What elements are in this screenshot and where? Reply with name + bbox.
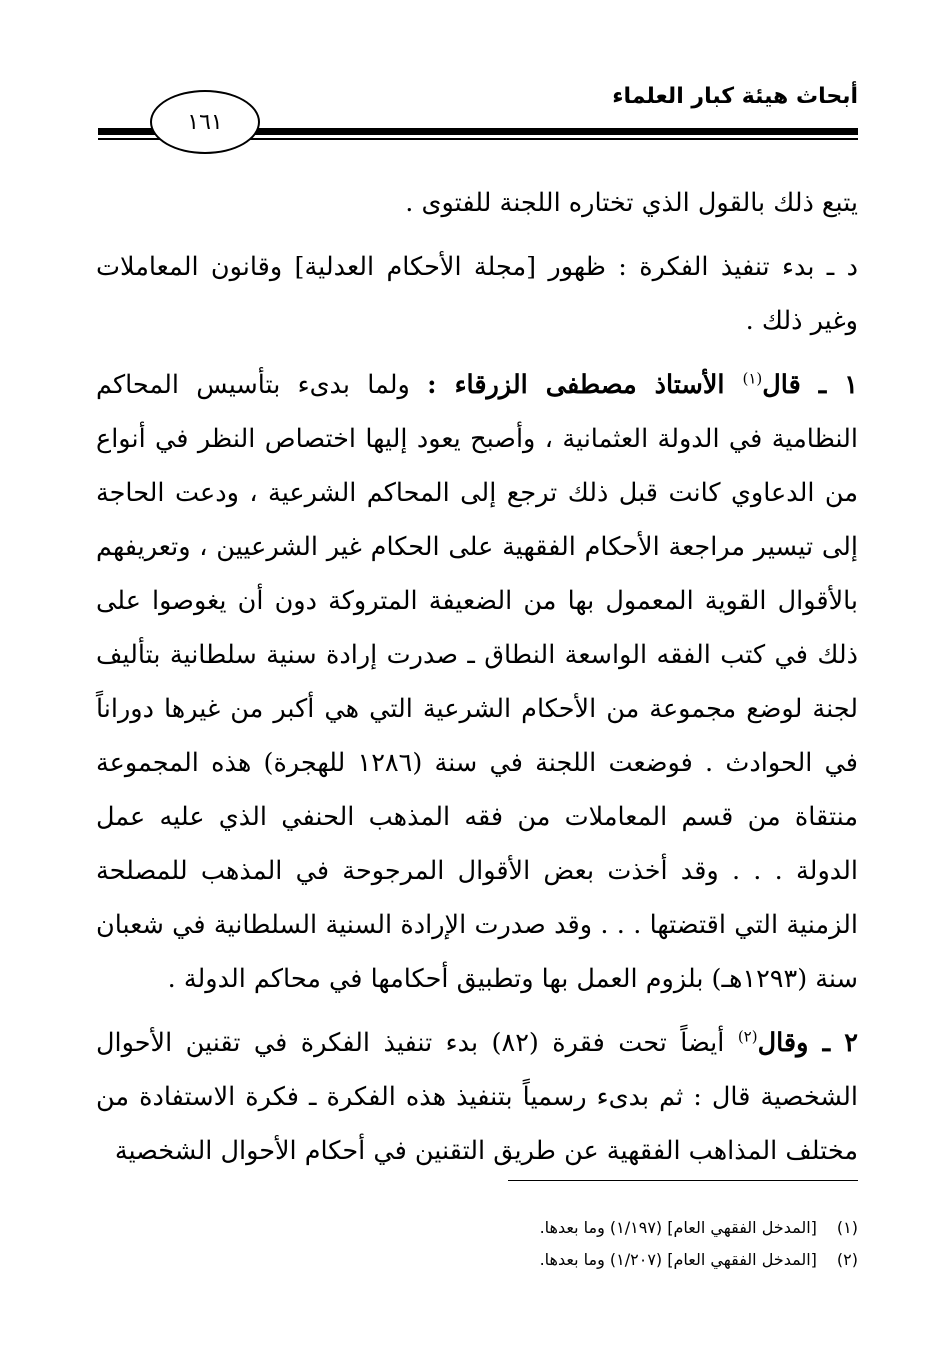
main-text [96,176,858,1178]
footnotes [300,1212,858,1276]
paragraph-continuation: يتبع ذلك بالقول الذي تختاره اللجنة للفتوى . [405,188,858,218]
paragraph-section-d: د ـ بدء تنفيذ الفكرة : ظهور [مجلة الأحكام العدلية] وقانون المعاملات وغير ذلك . [96,252,858,336]
paragraph-quote-2 [96,1016,858,1178]
footnote-ref-1[interactable]: (١) [742,369,763,388]
paragraph-2-lead: ٢ ـ وقال [757,1028,858,1058]
footnote-1-text: [المدخل الفقهي العام] (١/١٩٧) وما بعدها. [539,1218,817,1237]
paragraph-1-lead: ١ ـ قال [762,370,858,400]
footnote-ref-2[interactable]: (٢) [737,1027,758,1046]
page-number: ١٦١ [150,90,260,154]
author-name: الأستاذ مصطفى الزرقاء : [427,370,743,400]
paragraph-quote-1 [96,358,858,1006]
footnote-2 [300,1244,858,1276]
paragraph-2-text: أيضاً تحت فقرة (٨٢) بدء تنفيذ الفكرة في تقنين الأحوال الشخصية قال : ثم بدىء رسمياً بتنفيذ هذه الفكرة ـ فكرة الاستفادة من مختلف المذاهب الفقهية عن طريق التقنين في أحكام الأحوال الشخصية [96,1028,858,1166]
footnote-1 [300,1212,858,1244]
footnote-separator [508,1180,858,1181]
running-header-title: أبحاث هيئة كبار العلماء [612,84,858,109]
footnote-2-text: [المدخل الفقهي العام] (١/٢٠٧) وما بعدها. [539,1250,817,1269]
paragraph-1-text: ولما بدىء بتأسيس المحاكم النظامية في الدولة العثمانية ، وأصبح يعود إليها اختصاص النظر في أنواع من الدعاوي كانت قبل ذلك ترجع إلى المحاكم الشرعية ، ودعت الحاجة إلى تيسير مراجعة الأحكام الفقهية على الحكام غير الشرعيين ، وتعريفهم بالأقوال القوية المعمول بها من الضعيفة المتروكة دون أن يغوصوا على ذلك في كتب الفقه الواسعة النطاق ـ صدرت إرادة سنية سلطانية بتأليف لجنة لوضع مجموعة من الأحكام الشرعية التي هي أكبر من غيرها دوراناً في الحوادث . فوضعت اللجنة في سنة (١٢٨٦ للهجرة) هذه المجموعة منتقاة من قسم المعاملات من فقه المذهب الحنفي الذي عليه عمل الدولة . . . وقد أخذت بعض الأقوال المرجوحة في المذهب للمصلحة الزمنية التي اقتضتها . . . وقد صدرت الإرادة السنية السلطانية في شعبان سنة (١٢٩٣هـ) بلزوم العمل بها وتطبيق أحكامها في محاكم الدولة . [96,370,858,994]
footnote-2-number: (٢) [836,1250,858,1269]
footnote-1-number: (١) [836,1218,858,1237]
